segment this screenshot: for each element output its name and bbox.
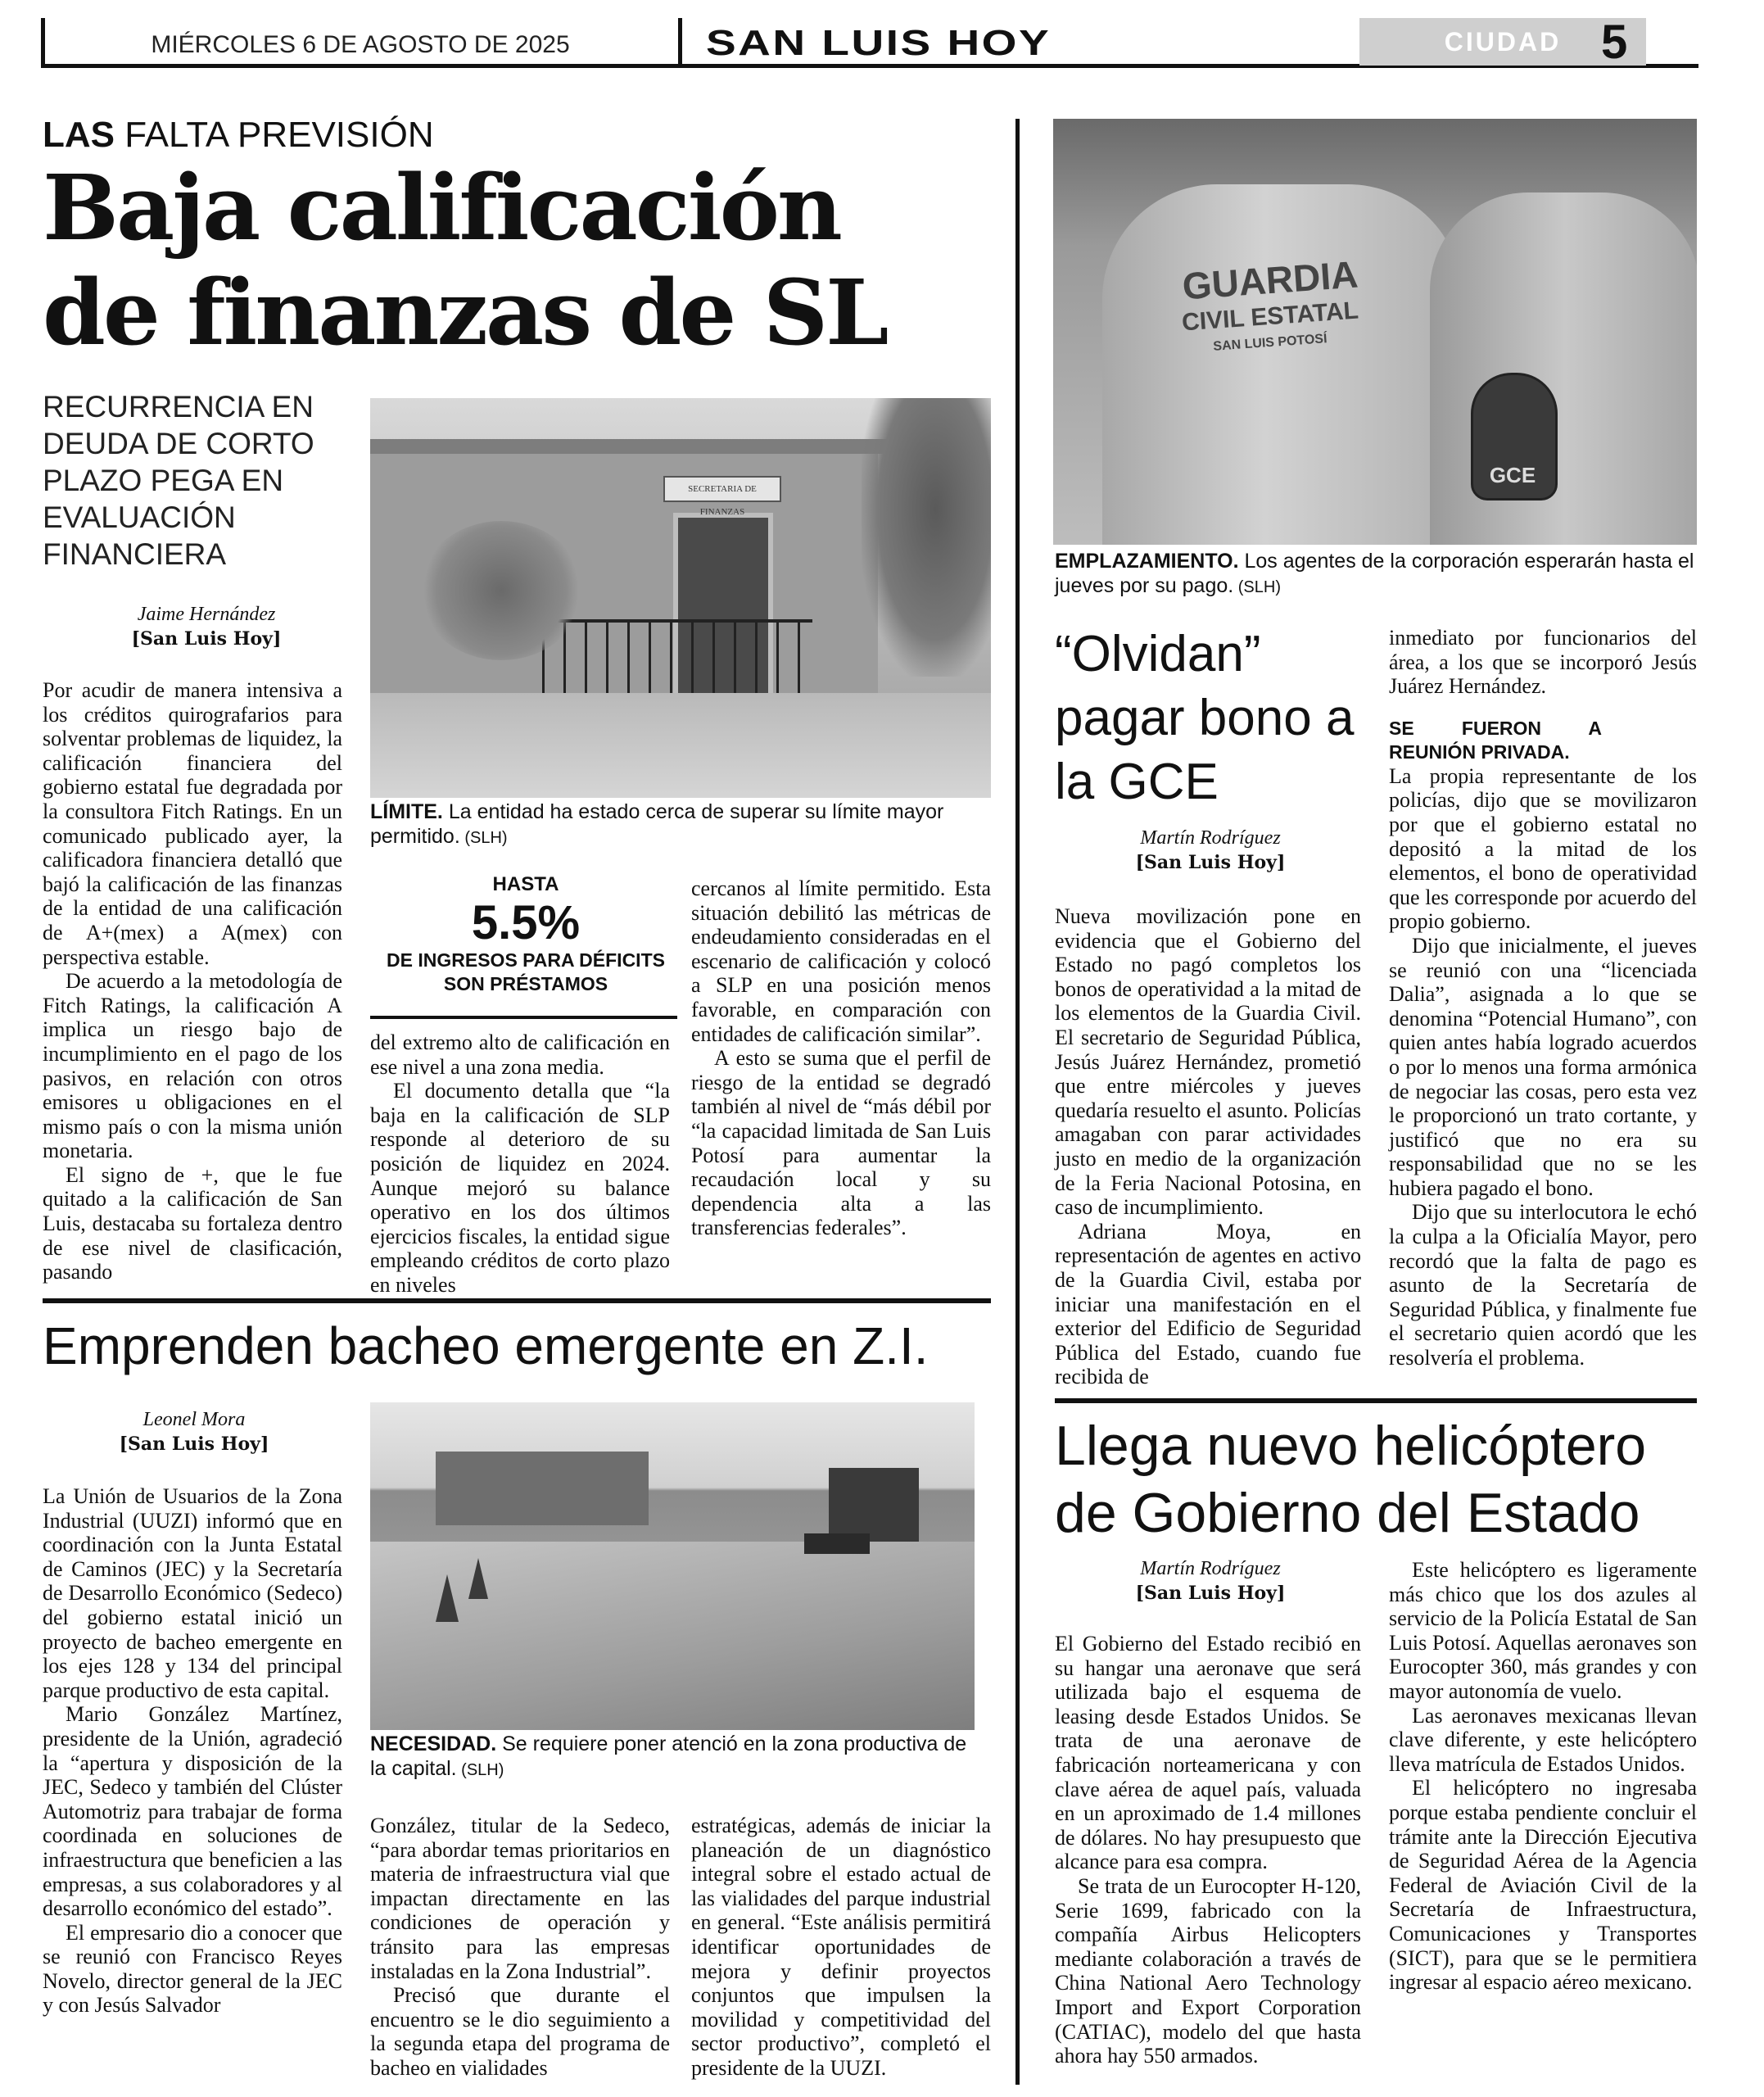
fence bbox=[542, 619, 812, 695]
building-sign: SECRETARIA DE FINANZAS bbox=[663, 476, 781, 502]
bacheo-photo bbox=[370, 1402, 975, 1730]
lead-photo bbox=[370, 398, 991, 798]
bacheo-byline bbox=[43, 1407, 346, 1456]
lead-column-3 bbox=[691, 876, 991, 1240]
pull-quote bbox=[370, 872, 681, 996]
lead-kicker-bold: LAS bbox=[43, 115, 115, 155]
lead-col1-p3: El signo de +, que le fue quitado a la calificación de San Luis, destacaba su fortaleza dentro de ese nivel de clasificación, pasando bbox=[43, 1162, 342, 1284]
gce-col1-p2: Adriana Moya, en representación de agentes en activo de la Guardia Civil, estaba por iniciar una manifestación en el exterior del Edificio de Seguridad Pública del Estado, cuando fue recibida de bbox=[1055, 1219, 1361, 1389]
traffic-cone-2 bbox=[468, 1558, 488, 1599]
industrial-building bbox=[436, 1452, 649, 1525]
lead-column-1 bbox=[43, 678, 342, 1284]
bacheo-column-3 bbox=[691, 1814, 991, 2081]
pull-quote-value: 5.5% bbox=[471, 896, 581, 949]
lead-col3-p2: A esto se suma que el perfil de riesgo de la entidad se degradó también al nivel de “más débil por “la capacidad limitada de San Luis Potosí para aumentar la recaudación local y su dependencia alta a las transferencias federales”. bbox=[691, 1046, 991, 1240]
backhoe bbox=[829, 1468, 919, 1542]
lead-caption-label: LÍMITE. bbox=[370, 800, 443, 823]
gce-column-2 bbox=[1389, 626, 1697, 1370]
masthead-paper-name: SAN LUIS HOY bbox=[706, 23, 1052, 63]
masthead-left-bar bbox=[41, 18, 45, 66]
heli-column-2 bbox=[1389, 1558, 1697, 1995]
backhoe-bucket bbox=[804, 1533, 870, 1554]
gce-headline: “Olvidan” pagar bono a la GCE bbox=[1055, 626, 1355, 810]
jacket-text-civil: CIVIL ESTATAL bbox=[1181, 297, 1359, 337]
bacheo-col3-p1: estratégicas, además de iniciar la planeación de un diagnóstico integral sobre el estado actual de las vialidades del parque industrial en general. “Este análisis permitirá identificar oportunidades de mejora y definir proyectos conjuntos que impulsen la movilidad y competitividad del sector productivo”, completó el presidente de la UUZI. bbox=[691, 1814, 991, 2080]
lead-caption-credit: (SLH) bbox=[459, 829, 508, 847]
lead-column-2 bbox=[370, 1030, 670, 1298]
gce-col2-p2: Dijo que inicialmente, el jueves se reunió con una “licenciada Dalia”, asignada a lo que se denomina “Potencial Humano”, con quien antes había logrado acuerdos o por lo menos una forma armónica de negociar las cosas, pero esta vez le proporcionó un trato cortante, y justificó que no era su responsabilidad que no se les hubiera pagado el bono. bbox=[1389, 933, 1697, 1200]
officer-back-main bbox=[1102, 184, 1463, 545]
heli-author: Martín Rodríguez bbox=[1140, 1558, 1281, 1579]
shoulder-patch-label: GCE bbox=[1489, 463, 1536, 487]
road bbox=[370, 1542, 975, 1730]
bacheo-caption-credit: (SLH) bbox=[456, 1761, 504, 1779]
lead-deck: RECURRENCIA EN DEUDA DE CORTO PLAZO PEGA EN EVALUACIÓN FINANCIERA bbox=[43, 390, 314, 571]
gce-column-1 bbox=[1055, 904, 1361, 1389]
bacheo-column-2 bbox=[370, 1814, 670, 2081]
bacheo-col2-p2: Precisó que durante el encuentro se le dio seguimiento a la segunda etapa del programa de bacheo en vialidades bbox=[370, 1983, 670, 2080]
jacket-text-slp: SAN LUIS POTOSÍ bbox=[1212, 332, 1328, 354]
gce-caption-text: Los agentes de la corporación esperarán hasta el jueves por su pago. bbox=[1055, 550, 1694, 597]
bacheo-caption-label: NECESIDAD. bbox=[370, 1732, 497, 1755]
tree-left bbox=[419, 521, 583, 660]
heli-col2-p1: Este helicóptero es ligeramente más chico que los dos azules al servicio de la Policía Estatal de San Luis Potosí. Aquellas aeronaves son Eurocopter 360, más grandes y con mayor autonomía de vuelo. bbox=[1389, 1558, 1697, 1703]
heli-byline bbox=[1055, 1556, 1366, 1606]
bacheo-caption bbox=[370, 1732, 975, 1782]
heli-outlet: [San Luis Hoy] bbox=[1135, 1583, 1286, 1604]
lead-col2-p1: del extremo alto de calificación en ese nivel a una zona media. bbox=[370, 1030, 670, 1079]
masthead-section: CIUDAD bbox=[1444, 27, 1562, 57]
officer-back-right bbox=[1430, 192, 1697, 545]
pull-quote-top: HASTA bbox=[492, 873, 559, 895]
bacheo-col1-p3: El empresario dio a conocer que se reunió con Francisco Reyes Novelo, director general de la JEC y con Jesús Salvador bbox=[43, 1920, 342, 2018]
heli-headline-line2: de Gobierno del Estado bbox=[1055, 1482, 1640, 1544]
masthead-date: MIÉRCOLES 6 DE AGOSTO DE 2025 bbox=[151, 31, 570, 58]
lead-col1-p2: De acuerdo a la metodología de Fitch Ratings, la calificación A implica un riesgo bajo de incumplimiento en el pago de los pasivos, en relación con otros emisores u obligaciones en el mismo país o con la misma unión monetaria. bbox=[43, 969, 342, 1163]
bacheo-col1-p1: La Unión de Usuarios de la Zona Industrial (UUZI) informó que en coordinación con la Junta Estatal de Caminos (JEC) y la Secretaría de Desarrollo Económico (Sedeco) del gobierno estatal inició un proyecto de bacheo emergente en los ejes 128 y 134 del principal parque productivo de esta capital. bbox=[43, 1484, 342, 1702]
lead-col3-p1: cercanos al límite permitido. Esta situación debilitó las métricas de endeudamiento consideradas en el escenario de calificación y colocó a SLP en una posición menos favorable, en comparación con entidades de calificación similar”. bbox=[691, 876, 991, 1046]
masthead-divider bbox=[678, 18, 682, 66]
gce-col1-p1: Nueva movilización pone en evidencia que el Gobierno del Estado no pagó completos los bonos de operatividad a la mitad de los elementos de la Guardia Civil. El secretario de Seguridad Pública, Jesús Juárez Hernández, prometió que entre miércoles y jueves quedaría resuelto el asunto. Policías amagaban con parar actividades justo en medio de la organización de la Feria Nacional Potosina, en caso de incumplimiento. bbox=[1055, 904, 1361, 1220]
gce-author: Martín Rodríguez bbox=[1140, 827, 1281, 849]
gce-caption-label: EMPLAZAMIENTO. bbox=[1055, 550, 1239, 573]
lead-headline-line1: Baja calificación bbox=[43, 155, 840, 260]
gce-caption bbox=[1055, 549, 1698, 600]
bacheo-outlet: [San Luis Hoy] bbox=[119, 1433, 269, 1455]
lead-bottom-rule bbox=[43, 1298, 991, 1303]
lead-author: Jaime Hernández bbox=[137, 604, 276, 625]
gce-caption-credit: (SLH) bbox=[1233, 578, 1281, 596]
lead-caption bbox=[370, 799, 991, 850]
heli-col2-p3: El helicóptero no ingresaba porque estaba pendiente concluir el trámite ante la Dirección Ejecutiva de Seguridad Aérea de la Agencia Federal de Aviación Civil de la Secretaría de Infraestructura, Comunicaciones y Transportes (SICT), para que se le permitiera ingresar al espacio aéreo mexicano. bbox=[1389, 1776, 1697, 1995]
lead-col2-p2: El documento detalla que “la baja en la calificación de SLP responde al deterioro de su posición de liquidez en 2024. Aunque mejoró su balance operativo en los dos últimos ejercicios fiscales, la entidad sigue empleando créditos de corto plazo en niveles bbox=[370, 1079, 670, 1297]
building-cornice bbox=[370, 439, 894, 454]
heli-column-1 bbox=[1055, 1632, 1361, 2068]
pull-quote-bottom: DE INGRESOS PARA DÉFICITS SON PRÉSTAMOS bbox=[387, 949, 665, 994]
heli-col1-p2: Se trata de un Eurocopter H-120, Serie 1699, fabricado con la compañía Airbus Helicopters mediante colaboración a través de China National Aero Technology Import and Export Corporation (CATIAC), modelo del que hasta ahora hay 550 armados. bbox=[1055, 1873, 1361, 2068]
gce-byline bbox=[1055, 826, 1366, 875]
gce-photo bbox=[1053, 119, 1697, 545]
tree-right bbox=[862, 398, 991, 677]
traffic-cone-1 bbox=[436, 1574, 459, 1622]
gce-col2-p1: La propia representante de los policías, dijo que se movilizaron por que el gobierno estatal no depositó a la mitad de los elementos, el bono de operatividad que les corresponde por acuerdo del propio gobierno. bbox=[1389, 763, 1697, 934]
bacheo-col2-p1: González, titular de la Sedeco, “para abordar temas prioritarios en materia de infraestructura vial que impactan directamente en las condiciones de operación y tránsito para las empresas instaladas en la Zona Industrial”. bbox=[370, 1814, 670, 1983]
lead-kicker-rest: FALTA PREVISIÓN bbox=[115, 115, 434, 155]
bacheo-column-1 bbox=[43, 1484, 342, 2018]
bacheo-headline: Emprenden bacheo emergente en Z.I. bbox=[43, 1316, 929, 1375]
lead-kicker bbox=[43, 115, 434, 156]
pull-quote-rule bbox=[370, 1016, 677, 1019]
lead-headline-line2: de finanzas de SL bbox=[43, 260, 887, 365]
gce-col2-p3: Dijo que su interlocutora le echó la culpa a la Oficialía Mayor, pero recordó que la falta de pago es asunto de la Secretaría de Seguridad Pública, y finalmente fue el secretario quien acordó que les resolvería el problema. bbox=[1389, 1200, 1697, 1370]
bacheo-author: Leonel Mora bbox=[142, 1409, 246, 1430]
lead-outlet: [San Luis Hoy] bbox=[131, 628, 282, 650]
page-column-divider bbox=[1015, 119, 1020, 2085]
jacket-text-guardia: GUARDIA bbox=[1181, 252, 1359, 308]
gce-outlet: [San Luis Hoy] bbox=[1135, 852, 1286, 873]
gce-subhead: SE FUERON A REUNIÓN PRIVADA. bbox=[1389, 717, 1602, 763]
bacheo-caption-text: Se requiere poner atenció en la zona productiva de la capital. bbox=[370, 1732, 967, 1780]
heli-headline-line1: Llega nuevo helicóptero bbox=[1055, 1415, 1647, 1477]
gce-col2-p0: inmediato por funcionarios del área, a los que se incorporó Jesús Juárez Hernández. bbox=[1389, 626, 1697, 699]
lead-col1-p1: Por acudir de manera intensiva a los créditos quirografarios para solventar problemas de liquidez, la calificación financiera del gobierno estatal fue degradada por la consultora Fitch Ratings. En un comunicado publicado ayer, la calificadora financiera detalló que bajó la calificación de las finanzas de la entidad de una calificación de A+(mex) a A(mex) con perspectiva estable. bbox=[43, 678, 342, 969]
heli-col2-p2: Las aeronaves mexicanas llevan clave diferente, y este helicóptero lleva matrícula de Estados Unidos. bbox=[1389, 1703, 1697, 1776]
gce-bottom-rule bbox=[1055, 1398, 1697, 1403]
lead-byline bbox=[43, 602, 370, 651]
masthead-page-number: 5 bbox=[1601, 16, 1628, 69]
heli-col1-p1: El Gobierno del Estado recibió en su hangar una aeronave que será utilizada bajo el esquema de leasing desde Estados Unidos. Se trata de una aeronave de fabricación norteamericana y con clave aérea de aquel país, valuada en un aproximado de 1.4 millones de dólares. No hay presupuesto que alcance para esa compra. bbox=[1055, 1632, 1361, 1874]
sidewalk bbox=[370, 693, 991, 798]
lead-caption-text: La entidad ha estado cerca de superar su límite mayor permitido. bbox=[370, 800, 944, 848]
bacheo-col1-p2: Mario González Martínez, presidente de la Unión, agradeció la “apertura y disposición de la JEC, Sedeco y también del Clúster Automotriz para trabajar de forma coordinada en soluciones de infraestructura que beneficien a las empresas, a sus colaboradores y al desarrollo económico del estado”. bbox=[43, 1702, 342, 1921]
